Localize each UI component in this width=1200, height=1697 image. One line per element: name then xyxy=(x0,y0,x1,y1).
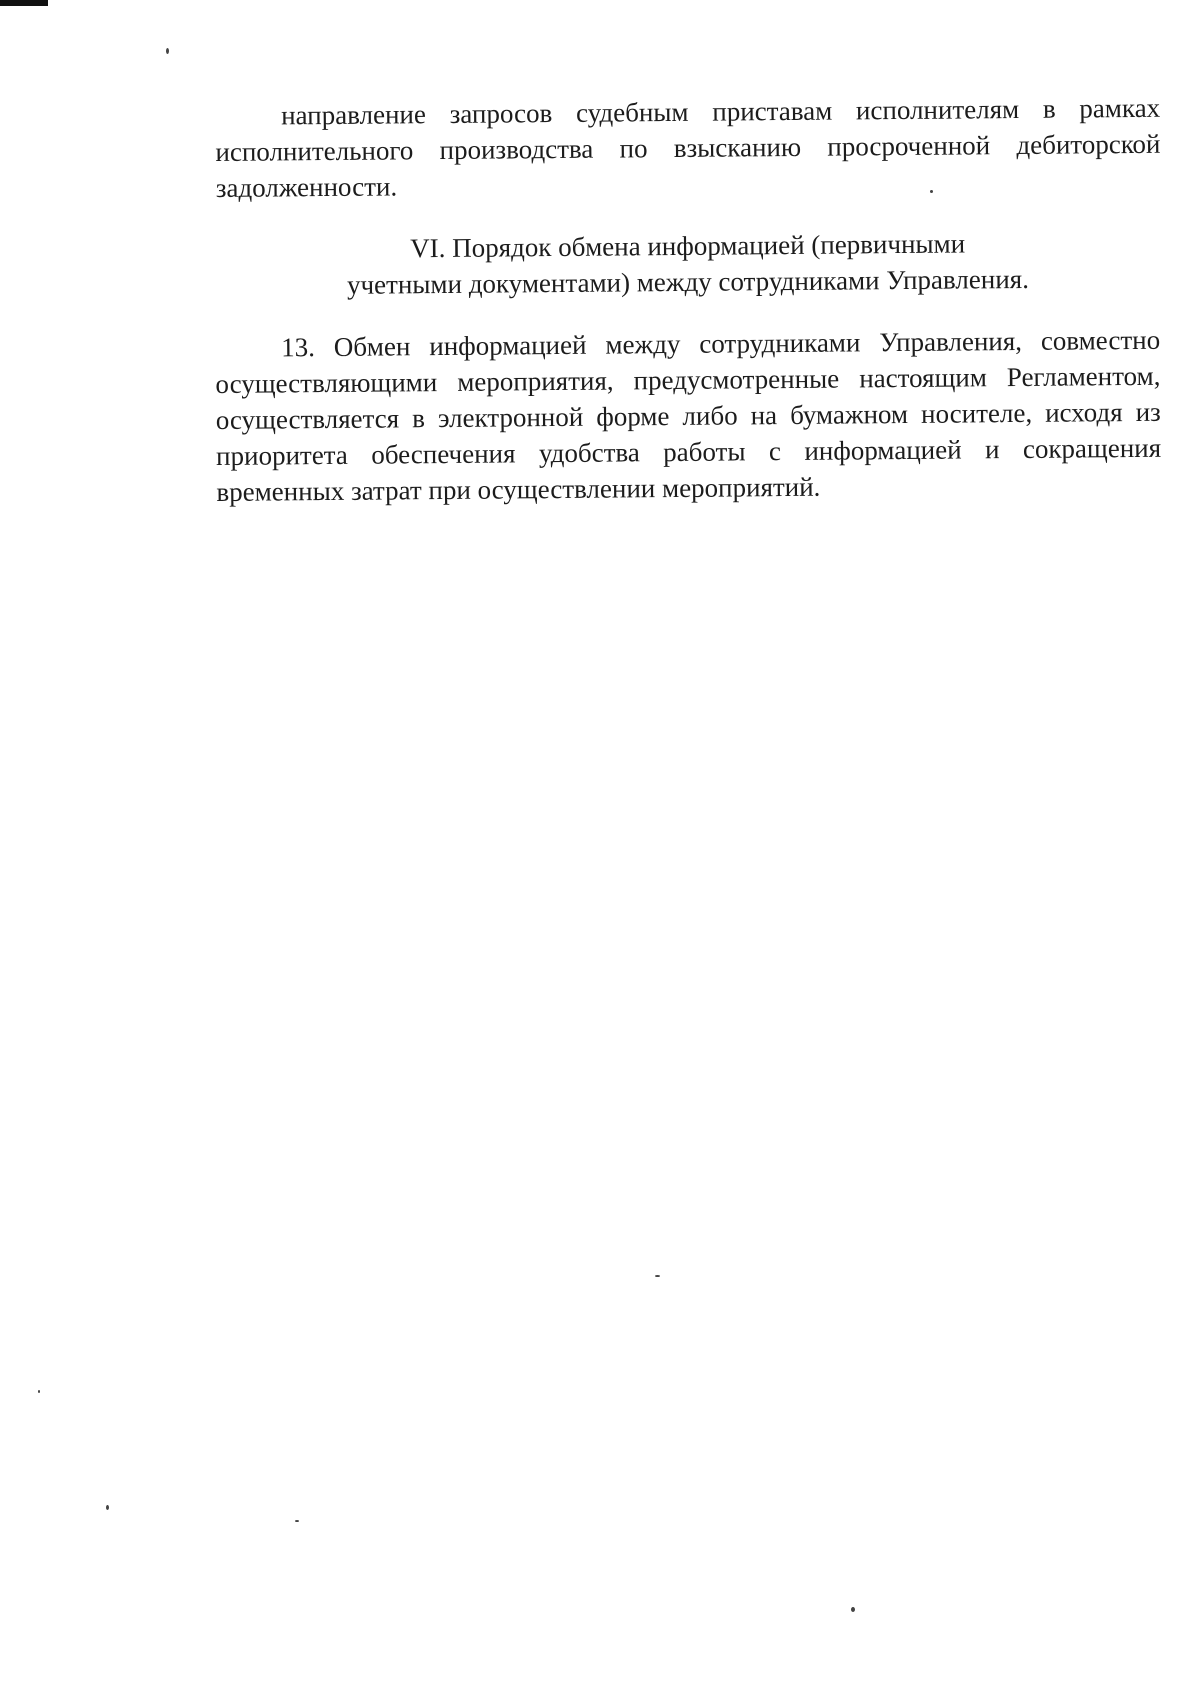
section-heading-line-1: VI. Порядок обмена информацией (первичными xyxy=(410,228,966,264)
scan-speck xyxy=(655,1275,660,1277)
continued-paragraph: направление запросов судебным приставам исполнителям в рамках исполнительного производства по взысканию просроченной дебиторской задолженности. xyxy=(215,92,1161,203)
scan-speck xyxy=(295,1520,299,1522)
section-heading xyxy=(215,224,1161,304)
scan-speck xyxy=(38,1390,40,1393)
scan-edge-mark xyxy=(0,0,48,6)
scan-speck xyxy=(166,48,169,54)
paragraph-13: 13. Обмен информацией между сотрудниками Управления, совместно осуществляющими мероприятия, предусмотренные настоящим Регламентом, осуществляется в электронной форме либо на бумажном носителе, исходя из приоритета обеспечения удобства работы с информацией и сокращения временных затрат при осуществлении мероприятий. xyxy=(215,324,1162,507)
scan-speck xyxy=(851,1607,855,1612)
section-heading-line-2: учетными документами) между сотрудниками Управления. xyxy=(346,263,1030,300)
scan-speck xyxy=(106,1505,109,1510)
